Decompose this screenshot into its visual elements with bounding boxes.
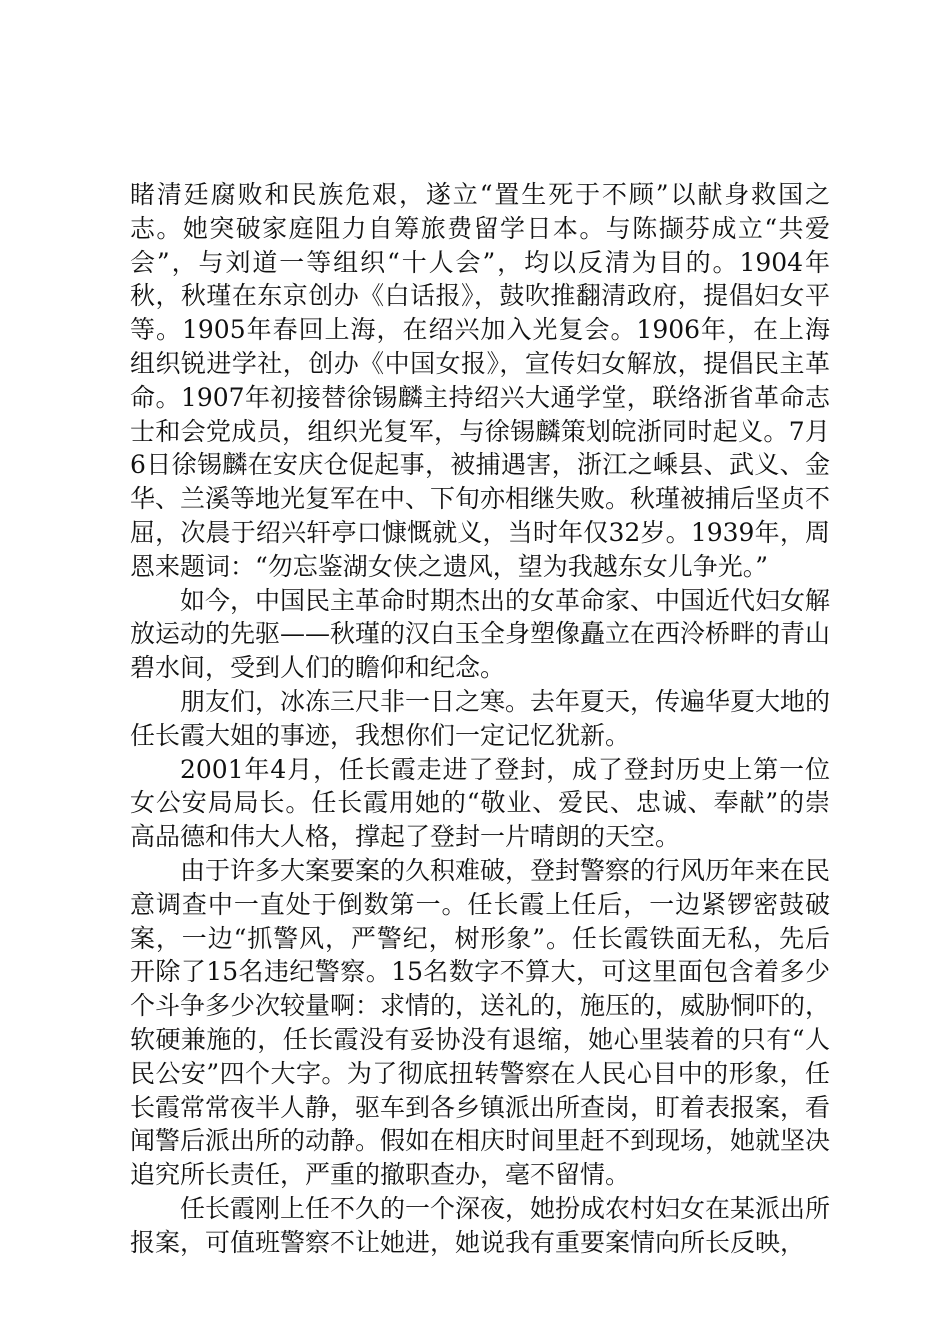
paragraph-qiujin-statue: 如今，中国民主革命时期杰出的女革命家、中国近代妇女解放运动的先驱——秋瑾的汉白玉全身塑像矗立在西泠桥畔的青山碧水间，受到人们的瞻仰和纪念。 — [130, 585, 831, 683]
paragraph-qiujin-biography: 睹清廷腐败和民族危艰，遂立“置生死于不顾”以献身救国之志。她突破家庭阻力自筹旅费留学日本。与陈撷芬成立“共爱会”，与刘道一等组织“十人会”，均以反清为目的。1904年秋，秋瑾在东京创办《白话报》，鼓吹推翻清政府，提倡妇女平等。1905年春回上海，在绍兴加入光复会。1906年，在上海组织锐进学社，创办《中国女报》，宣传妇女解放，提倡民主革命。1907年初接替徐锡麟主持绍兴大通学堂，联络浙省革命志士和会党成员，组织光复军，与徐锡麟策划皖浙同时起义。7月6日徐锡麟在安庆仓促起事，被捕遇害，浙江之嵊县、武义、金华、兰溪等地光复军在中、下旬亦相继失败。秋瑾被捕后坚贞不屈，次晨于绍兴轩亭口慷慨就义，当时年仅32岁。1939年，周恩来题词：“勿忘鉴湖女侠之遗风，望为我越东女儿争光。” — [130, 180, 831, 581]
paragraph-police-reform: 由于许多大案要案的久积难破，登封警察的行风历年来在民意调查中一直处于倒数第一。任长霞上任后，一边紧锣密鼓破案，一边“抓警风，严警纪，树形象”。任长霞铁面无私，先后开除了15名违纪警察。15名数字不算大，可这里面包含着多少个斗争多少次较量啊：求情的，送礼的，施压的，威胁恫吓的，软硬兼施的，任长霞没有妥协没有退缩，她心里装着的只有“人民公安”四个大字。为了彻底扭转警察在人民心目中的形象，任长霞常常夜半人静，驱车到各乡镇派出所查岗，盯着表报案，看闻警后派出所的动静。假如在相庆时间里赶不到现场，她就坚决追究所长责任，严重的撤职查办，毫不留情。 — [130, 855, 831, 1190]
paragraph-renchangxia-appointment: 2001年4月，任长霞走进了登封，成了登封历史上第一位女公安局局长。任长霞用她的“敬业、爱民、忠诚、奉献”的崇高品德和伟大人格，撑起了登封一片晴朗的天空。 — [130, 754, 830, 852]
body-text — [130, 178, 830, 1260]
paragraph-friends-intro: 朋友们，冰冻三尺非一日之寒。去年夏天，传遍华夏大地的任长霞大姐的事迹，我想你们一定记忆犹新。 — [130, 686, 831, 750]
paragraph-night-inspection: 任长霞刚上任不久的一个深夜，她扮成农村妇女在某派出所报案，可值班警察不让她进，她说我有重要案情向所长反映， — [130, 1193, 831, 1257]
